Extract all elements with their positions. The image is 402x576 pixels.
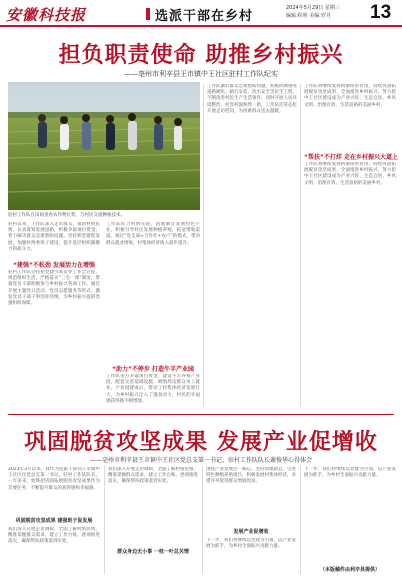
article2-source-note: （本版稿件由利辛县提供）: [319, 567, 380, 573]
article2-col3b-text: 下一步，我们将继续以党建为引领，以产业发展为抓手，为乡村全面振兴贡献力量。: [206, 538, 296, 550]
article1-subheading-2: “助力”不停步 打造牛羊产业园: [112, 366, 194, 373]
section-title: 选派干部在乡村: [155, 9, 254, 24]
article2-col4-text: 下一步，我们将继续以党建为引领，以产业发展为抓手，为乡村全面振兴贡献力量。: [304, 467, 396, 479]
article1-col1b-text: 驻村工作队坚持把党建引领贯穿工作全过程，规范组织生活，严格落实“三会一课”制度，带领党员干部积极参与乡村振兴各项工作。通过开展主题党日活动、党员志愿服务等形式，激发党员干部干事创业热情，为乡村振兴提供坚强组织保障。: [8, 270, 100, 307]
article1-subheading-1: “建强”不松劲 发展活力在增强: [13, 262, 95, 269]
article1-col4-text: 工作队将继续发挥桥梁纽带作用，持续巩固拓展脱贫攻坚成果，全面推进乡村振兴，努力把中王社区建设成为产业兴旺、生态宜居、乡风文明、治理有效、生活富裕的美丽乡村。: [304, 84, 396, 108]
page-number: 13: [370, 2, 392, 23]
article1-col4b-text: 工作队将继续发挥桥梁纽带作用，持续巩固拓展脱贫攻坚成果，全面推进乡村振兴，努力把中王社区建设成为产业兴旺、生态宜居、乡风文明、治理有效、生活富裕的美丽乡村。: [304, 162, 396, 186]
article1-subheading-3: “帮扶”不打烊 走在乡村振兴大道上: [304, 154, 398, 161]
column-divider: [300, 466, 301, 574]
column-divider: [104, 466, 105, 574]
article1-photo-caption: 驻村工作队在田间查看农作物长势，与村民交流种植技术。: [8, 213, 125, 218]
article2-col2-text: 我们深入开展走访调研，全面了解村情民情，精准掌握群众需求，建立工作台账，逐项推进落实，确保帮扶政策落到实处。: [108, 467, 198, 485]
section-marker: [146, 8, 150, 20]
article1-col3-text: 工作队紧盯群众急难愁盼问题，积极协调推进道路硬化、路灯安装、饮水安全等民生工程，不断改善村民生产生活条件。同时开展人居环境整治，村容村貌焕然一新。工作队还常态化开展走访慰问，为困难群众送去温暖。: [207, 84, 297, 114]
column-divider: [300, 84, 301, 406]
column-divider: [202, 466, 203, 574]
article2-col1b-text: 我们深入开展走访调研，全面了解村情民情，精准掌握群众需求，建立工作台账，逐项推进落实，确保帮扶政策落到实处。: [8, 527, 100, 545]
issue-date: 2024年5月29日 星期三: [286, 5, 340, 11]
article1-col2-text: 工作队结合村情实际，因地制宜发展特色产业，积极引导村民发展种植养殖，拓宽增收渠道。通过“党支部+合作社+农户”的模式，带动群众就业增收，村集体经济收入稳步提升。: [106, 222, 200, 246]
article2-subtitle: ——亳州市利辛县王市镇中王社区党总支第一书记、驻村工作队队长谢俊华心得体会: [89, 457, 312, 464]
article2-headline: 巩固脱贫攻坚成果 发展产业促增收: [24, 430, 378, 455]
article2-col1-text: 2023年3月以来，我作为选派干部到王市镇中王社区任党总支第一书记、驻村工作队队长。一年多来，始终把巩固拓展脱贫攻坚成果作为首要任务，不断提升群众的获得感和幸福感。: [8, 467, 100, 491]
article2-subheading-3: 发展产业促增收: [233, 529, 269, 535]
article1-col1-text: 驻村以来，工作队深入走访群众，摸清村情民情，认真谋划发展思路，积极争取项目资金，着力解决群众急难愁盼问题。坚持抓党建促发展，加强村两委班子建设，提升基层组织凝聚力和战斗力。: [8, 222, 100, 252]
newspaper-logo: 安徽科技报: [6, 6, 87, 24]
article1-col2b-text: 工作队多方争取项目资金，建设牛羊养殖产业园，配套完善基础设施，吸纳周边群众务工就业。产业园建成后，带动了村集体经济发展壮大，为乡村振兴注入了强劲动力，村民的幸福感获得感不断增强。: [106, 374, 200, 404]
article2-col3-text: 围绕产业发展这一核心，坚持因地制宜，引进特色种植养殖项目，积极发展村集体经济，多措并举促进群众增收致富。: [206, 467, 296, 485]
page-header: [0, 0, 402, 27]
article1-photo: [8, 82, 200, 210]
column-divider: [203, 84, 204, 406]
field-photo-icon: [8, 82, 200, 210]
editor-credits: 编辑:程明 美编:罗丹: [286, 13, 331, 19]
article2-subheading-1: 巩固脱贫攻坚成果 建强班子促发展: [15, 518, 93, 524]
article2-subheading-2: 群众身边无小事 一枝一叶总关情: [117, 549, 189, 555]
article1-subtitle: ——亳州市利辛县王市镇中王社区驻村工作队纪实: [124, 70, 278, 78]
article1-headline: 担负职责使命 助推乡村振兴: [58, 43, 344, 68]
article-separator: [8, 414, 394, 415]
